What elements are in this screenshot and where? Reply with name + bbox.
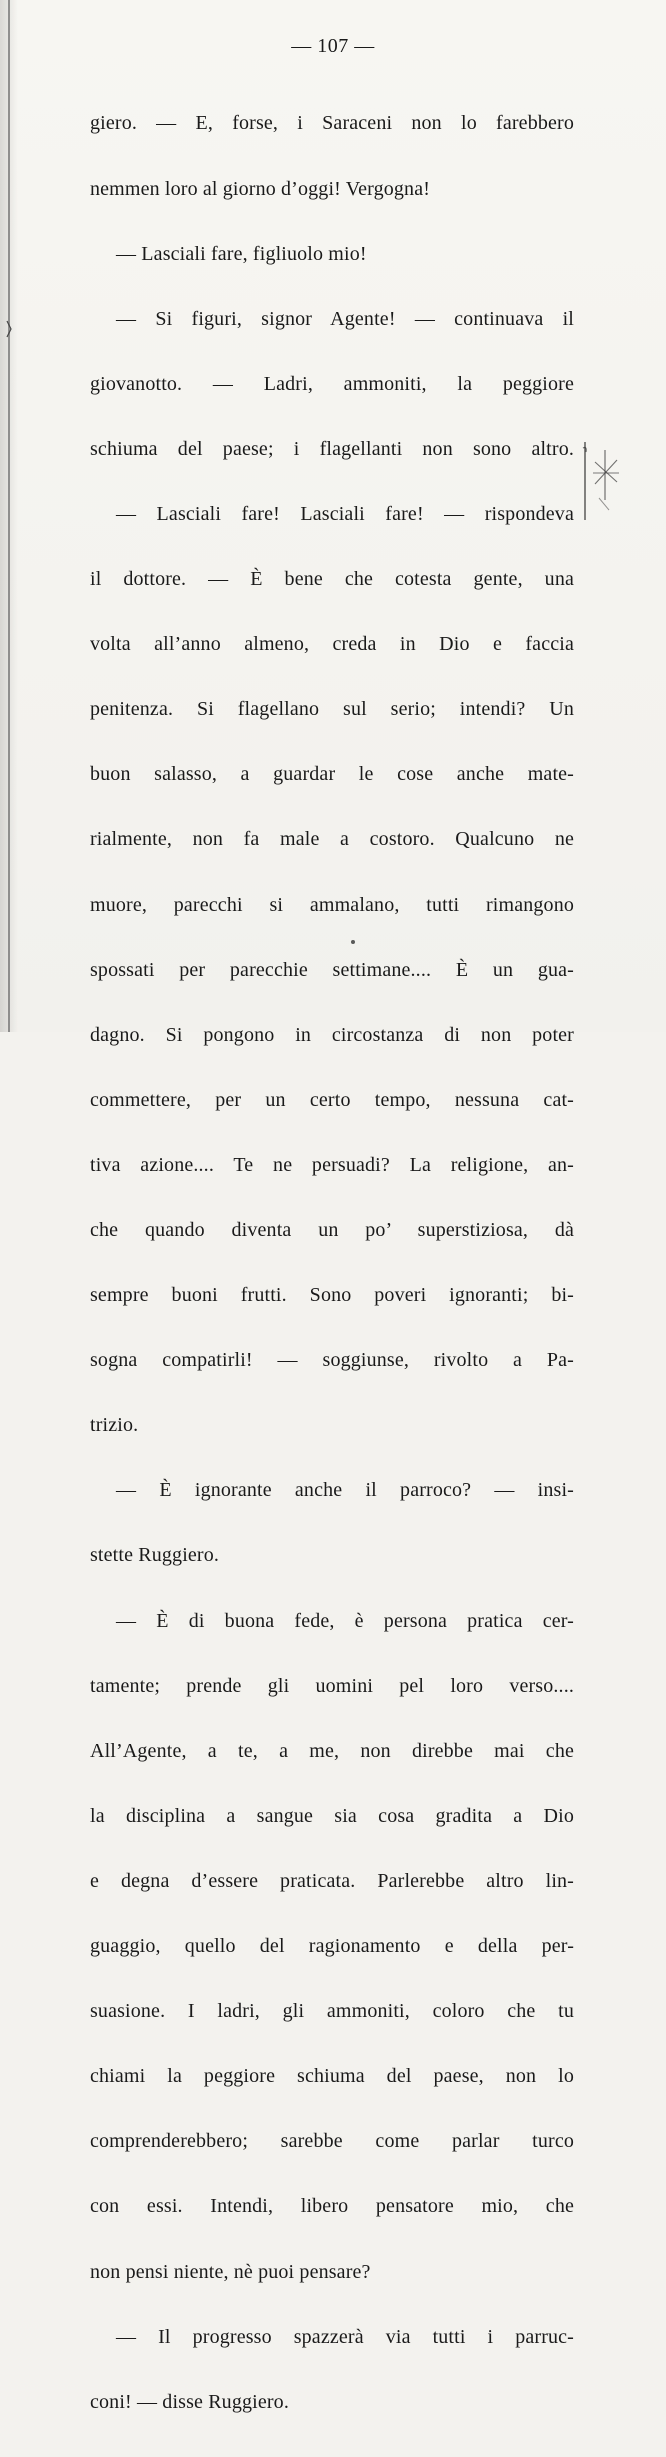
text-line: spossati per parecchie settimane.... È un gua- [90, 958, 574, 981]
text-line: che quando diventa un po’ superstiziosa, dà [90, 1219, 574, 1241]
text-line: non pensi niente, nè puoi pensare? [90, 2260, 371, 2283]
text-line: nemmen loro al giorno d’oggi! Vergogna! [90, 177, 431, 200]
ink-speck [351, 940, 355, 944]
text-line: guaggio, quello del ragionamento e della per- [90, 1935, 574, 1958]
text-line: e degna d’essere praticata. Parlerebbe altro lin- [90, 1869, 574, 1892]
text-line: volta all’anno almeno, creda in Dio e faccia [90, 633, 574, 656]
margin-nick [6, 320, 12, 338]
text-line: — Si figuri, signor Agente! — continuava il [116, 307, 574, 330]
text-line: All’Agente, a te, a me, non direbbe mai che [90, 1739, 574, 1762]
text-line: con essi. Intendi, libero pensatore mio, che [90, 2195, 574, 2218]
text-line: — È ignorante anche il parroco? — insi- [116, 1479, 574, 1502]
text-line: schiuma del paese; i flagellanti non sono altro. [90, 437, 574, 460]
binding-edge [8, 0, 10, 1032]
text-line: comprenderebbero; sarebbe come parlar turco [90, 2130, 574, 2153]
text-line: sogna compatirli! — soggiunse, rivolto a Pa- [90, 1349, 574, 1372]
text-line: dagno. Si pongono in circostanza di non poter [90, 1023, 574, 1046]
text-line: giero. — E, forse, i Saraceni non lo farebbero [90, 112, 574, 135]
text-line: tiva azione.... Te ne persuadi? La religione, an- [90, 1153, 574, 1176]
page-number: — 107 — [291, 35, 375, 57]
text-line: — Lasciali fare, figliuolo mio! [116, 242, 367, 265]
text-line: la disciplina a sangue sia cosa gradita a Dio [90, 1804, 574, 1827]
body-text [90, 70, 574, 2457]
text-line: — È di buona fede, è persona pratica cer- [116, 1609, 574, 1632]
text-line: commettere, per un certo tempo, nessuna cat- [90, 1088, 574, 1111]
text-line: — Il progresso spazzerà via tutti i parruc- [116, 2325, 574, 2348]
text-line: rialmente, non fa male a costoro. Qualcuno ne [90, 828, 574, 851]
text-line: buon salasso, a guardar le cose anche mate- [90, 763, 574, 786]
handwritten-margin-mark [583, 440, 627, 530]
text-line: muore, parecchi si ammalano, tutti rimangono [90, 893, 574, 916]
text-line: il dottore. — È bene che cotesta gente, una [90, 568, 574, 591]
text-line: stette Ruggiero. [90, 1544, 220, 1567]
text-line: sempre buoni frutti. Sono poveri ignoranti; bi- [90, 1284, 574, 1307]
text-line: giovanotto. — Ladri, ammoniti, la peggiore [90, 372, 574, 395]
text-line: coni! — disse Ruggiero. [90, 2390, 289, 2413]
text-line: trizio. [90, 1414, 139, 1437]
text-line: chiami la peggiore schiuma del paese, non lo [90, 2065, 574, 2088]
text-line: suasione. I ladri, gli ammoniti, coloro che tu [90, 2000, 574, 2023]
text-line: tamente; prende gli uomini pel loro verso.... [90, 1674, 574, 1697]
text-line: — Lasciali fare! Lasciali fare! — rispondeva [116, 502, 574, 525]
text-line: penitenza. Si flagellano sul serio; intendi? Un [90, 698, 574, 721]
